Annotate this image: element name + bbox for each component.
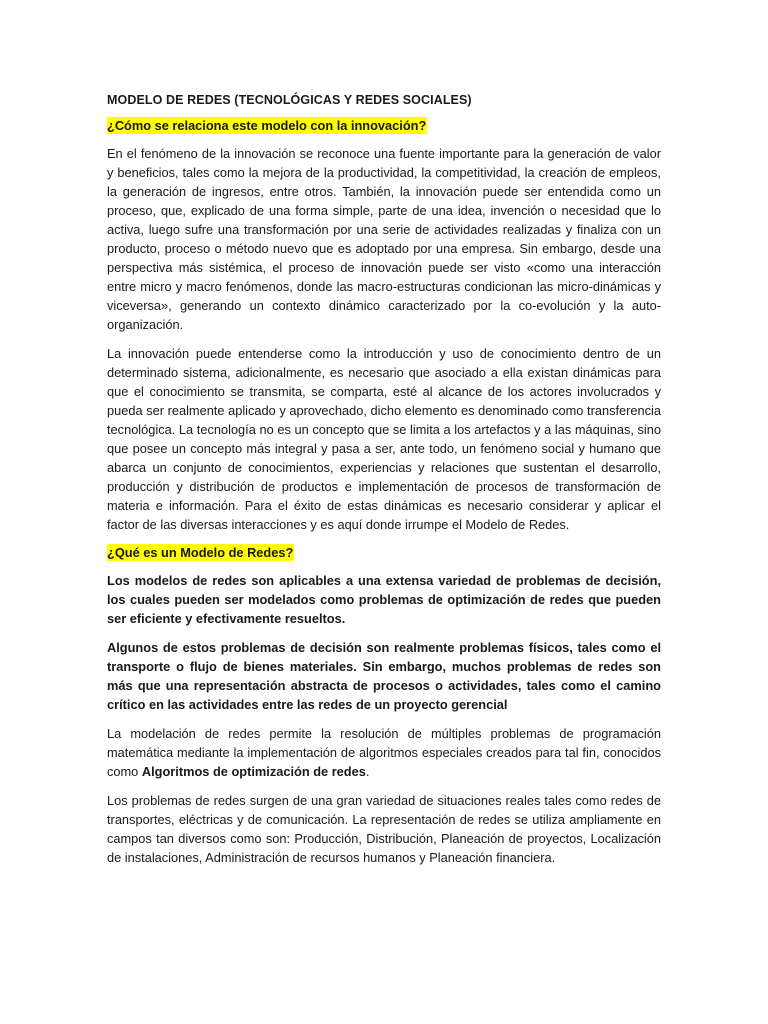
highlighted-heading: ¿Qué es un Modelo de Redes? xyxy=(107,545,294,560)
highlighted-heading: ¿Cómo se relaciona este modelo con la innovación? xyxy=(107,118,427,133)
paragraph-end: . xyxy=(365,764,370,779)
bold-paragraph: Algunos de estos problemas de decisión son realmente problemas físicos, tales como el transporte o flujo de bienes materiales. Sin embargo, muchos problemas de redes son más que una representación abstracta de procesos o actividades, tales como el camino crítico en las actividades entre las redes de un proyecto gerencial xyxy=(107,640,661,712)
paragraph: La innovación puede entenderse como la introducción y uso de conocimiento dentro de un determinado sistema, adicionalmente, es necesario que asociado a ella existan dinámicas para que el conocimiento se transmita, se comparta, esté al alcance de los actores involucrados y pueda ser realmente aplicado y aprovechado, dicho elemento es denominado como transferencia tecnológica. La tecnología no es un concepto que se limita a los artefactos y a las máquinas, sino que posee un concepto más integral y pasa a ser, ante todo, un fenómeno social y humano que abarca un conjunto de conocimientos, experiencias y relaciones que sustentan el desarrollo, producción y distribución de productos e implementación de procesos de transformación de materia e información. Para el éxito de estas dinámicas es necesario considerar y aplicar el factor de las diversas interacciones y es aquí donde irrumpe el Modelo de Redes. xyxy=(107,346,661,532)
paragraph xyxy=(107,724,661,781)
paragraph: Los problemas de redes surgen de una gran variedad de situaciones reales tales como redes de transportes, eléctricas y de comunicación. La representación de redes se utiliza ampliamente en campos tan diversos como son: Producción, Distribución, Planeación de proyectos, Localización de instalaciones, Administración de recursos humanos y Planeación financiera. xyxy=(107,793,661,865)
document-title: MODELO DE REDES (TECNOLÓGICAS Y REDES SOCIALES) xyxy=(107,93,472,107)
paragraph: En el fenómeno de la innovación se reconoce una fuente importante para la generación de valor y beneficios, tales como la mejora de la productividad, la competitividad, la creación de empleos, la generación de ingresos, entre otros. También, la innovación puede ser entendida como un proceso, que, explicado de una forma simple, parte de una idea, invención o necesidad que lo activa, luego sufre una transformación por una serie de actividades realizadas y finaliza con un producto, proceso o método nuevo que es adoptado por una empresa. Sin embargo, desde una perspectiva más sistémica, el proceso de innovación puede ser visto «como una interacción entre micro y macro fenómenos, donde las macro-estructuras condicionan las micro-dinámicas y viceversa», generando un contexto dinámico caracterizado por la co-evolución y la auto-organización. xyxy=(107,146,661,332)
bold-term: Algoritmos de optimización de redes xyxy=(141,764,366,779)
bold-paragraph: Los modelos de redes son aplicables a una extensa variedad de problemas de decisión, los cuales pueden ser modelados como problemas de optimización de redes que pueden ser eficiente y efectivamente resueltos. xyxy=(107,573,661,626)
paragraph-text: La modelación de redes permite la resolución de múltiples problemas de programación matemática mediante la implementación de algoritmos especiales creados para tal fin, conocidos como xyxy=(107,726,661,779)
